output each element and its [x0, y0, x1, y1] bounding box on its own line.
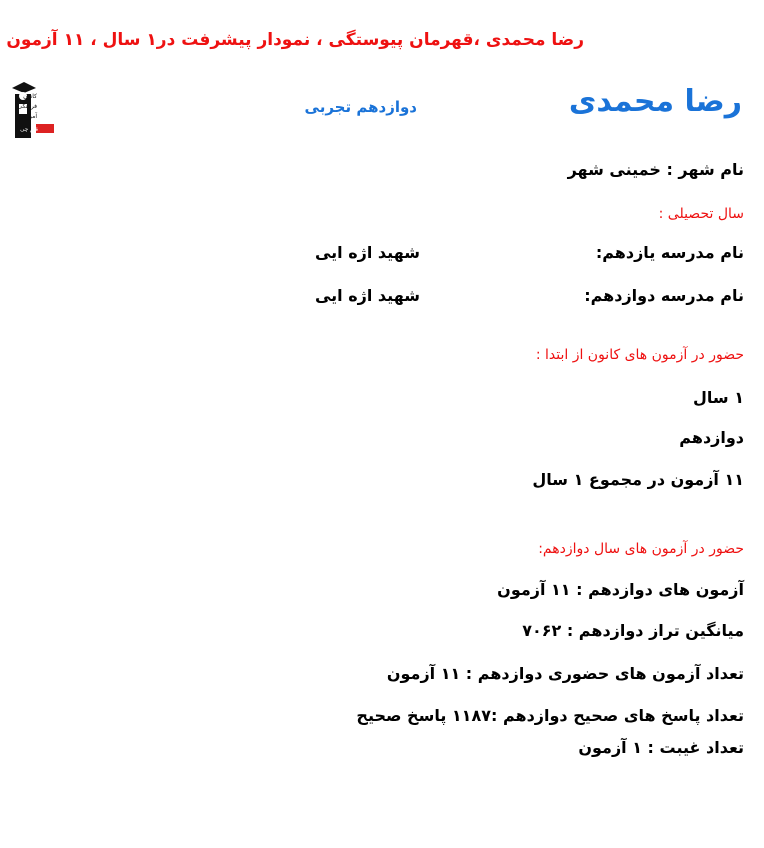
svg-text:فرهنگی: فرهنگی: [17, 103, 37, 110]
since-start-years: ۱ سال: [693, 388, 744, 407]
page-headline: رضا محمدی ،قهرمان پیوستگی ، نمودار پیشرفت در۱ سال ، ۱۱ آزمون: [6, 30, 584, 50]
svg-text:کانون: کانون: [23, 93, 37, 100]
grade12-correct: تعداد پاسخ های صحیح دوازدهم :۱۱۸۷ پاسخ صحیح: [356, 706, 744, 725]
kanoon-logo: [10, 74, 56, 142]
school-12-value: شهید اژه ایی: [314, 286, 420, 305]
grade12-attended: تعداد آزمون های حضوری دوازدهم : ۱۱ آزمون: [386, 664, 744, 683]
grade-label: دوازدهم تجربی: [304, 98, 417, 116]
svg-text:آموزش: آموزش: [18, 113, 37, 120]
svg-text:قلم چی: قلم چی: [20, 127, 38, 133]
graduate-logo-icon: [10, 74, 56, 142]
since-start-grade: دوازدهم: [679, 428, 744, 447]
grade12-heading: حضور در آزمون های سال دوازدهم:: [538, 541, 744, 557]
since-start-total: ۱۱ آزمون در مجموع ۱ سال: [532, 470, 744, 489]
since-start-heading: حضور در آزمون های کانون از ابتدا :: [535, 347, 744, 363]
academic-year-label: سال تحصیلی :: [658, 206, 744, 222]
grade12-avg-level: میانگین تراز دوازدهم : ۷۰۶۲: [522, 621, 744, 640]
school-11-value: شهید اژه ایی: [314, 243, 420, 262]
student-name: رضا محمدی: [568, 84, 742, 119]
school-11-label: نام مدرسه یازدهم:: [595, 243, 744, 262]
grade12-absences: تعداد غیبت : ۱ آزمون: [578, 738, 744, 757]
school-12-label: نام مدرسه دوازدهم:: [584, 286, 744, 305]
city-line: نام شهر : خمینی شهر: [567, 160, 744, 179]
grade12-exams: آزمون های دوازدهم : ۱۱ آزمون: [497, 580, 744, 599]
